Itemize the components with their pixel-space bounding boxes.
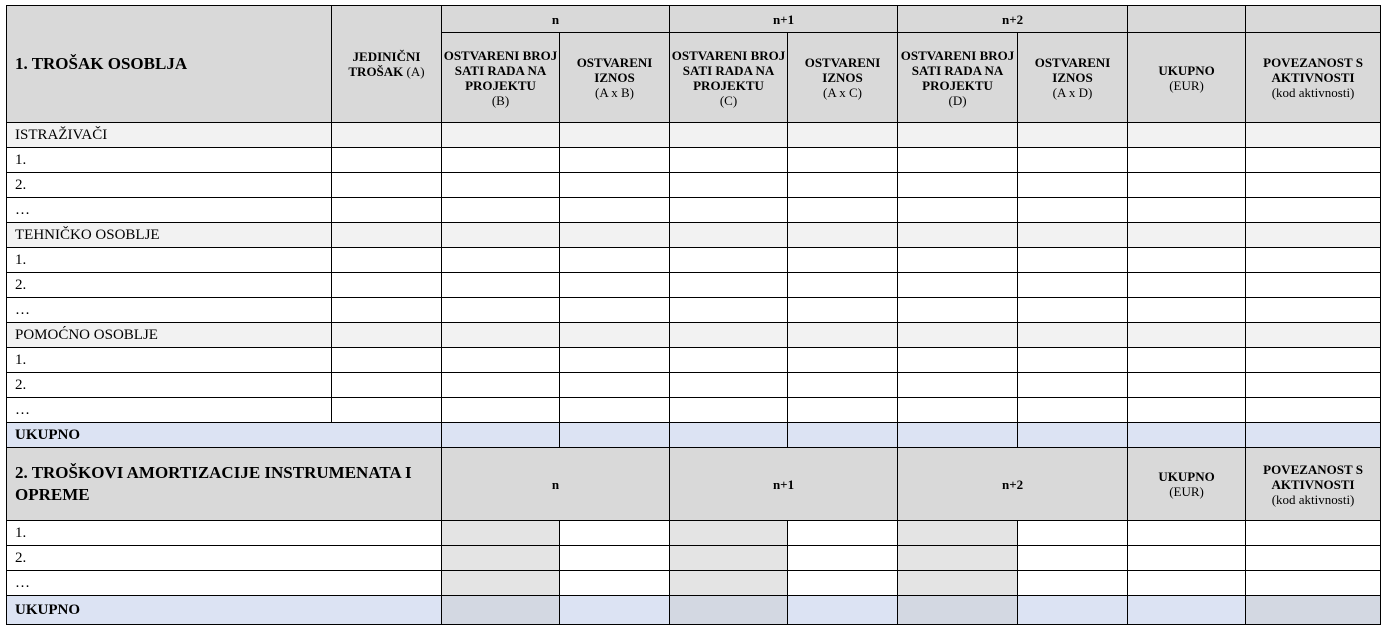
table-cell[interactable] xyxy=(1128,571,1246,596)
table-cell[interactable] xyxy=(788,148,898,173)
table-cell[interactable] xyxy=(1128,323,1246,348)
table-cell[interactable] xyxy=(1246,198,1381,223)
row-number: … xyxy=(15,401,30,418)
table-row xyxy=(7,148,1381,173)
total-cell[interactable] xyxy=(898,423,1018,448)
table-cell[interactable] xyxy=(560,173,670,198)
table-cell[interactable] xyxy=(332,273,442,298)
table-row xyxy=(7,373,1381,398)
hours-label: OSTVARENI BROJ SATI RADA NA PROJEKTU xyxy=(671,47,786,93)
table-cell[interactable] xyxy=(1246,398,1381,423)
table-cell[interactable] xyxy=(788,521,898,546)
table-cell[interactable] xyxy=(670,223,788,248)
blank-header-cell xyxy=(1128,6,1246,33)
shaded-cell xyxy=(442,596,560,625)
table-row xyxy=(7,273,1381,298)
unit-cost-code: (A) xyxy=(403,64,425,79)
amount-header xyxy=(788,33,898,123)
table-cell[interactable] xyxy=(442,323,560,348)
table-cell[interactable] xyxy=(1128,198,1246,223)
year-label: n xyxy=(551,11,560,27)
year-header-0 xyxy=(442,6,670,33)
category-name: POMOĆNO OSOBLJE xyxy=(15,326,158,343)
table-row xyxy=(7,223,1381,248)
table-cell[interactable] xyxy=(670,348,788,373)
table-cell[interactable] xyxy=(1246,323,1381,348)
total-header-label: UKUPNO xyxy=(1158,469,1215,484)
shaded-cell xyxy=(442,521,560,546)
link-header-label: POVEZANOST S AKTIVNOSTI xyxy=(1263,55,1363,85)
table-cell[interactable] xyxy=(788,123,898,148)
table-cell[interactable] xyxy=(1246,298,1381,323)
hours-header xyxy=(898,33,1018,123)
table-cell[interactable] xyxy=(670,398,788,423)
hours-header xyxy=(670,33,788,123)
table-cell[interactable] xyxy=(788,198,898,223)
row-label xyxy=(7,273,332,298)
table-cell[interactable] xyxy=(442,373,560,398)
row-number: … xyxy=(15,301,30,318)
total-header xyxy=(1128,33,1246,123)
table-cell[interactable] xyxy=(1246,348,1381,373)
shaded-cell xyxy=(898,546,1018,571)
table-cell[interactable] xyxy=(560,123,670,148)
table-cell[interactable] xyxy=(788,571,898,596)
row-label xyxy=(7,173,332,198)
section2-title xyxy=(7,448,442,521)
row-number: 2. xyxy=(15,376,27,393)
category-label xyxy=(7,323,332,348)
year-header-1 xyxy=(670,448,898,521)
table-row xyxy=(7,521,1381,546)
table-cell[interactable] xyxy=(332,198,442,223)
table-row xyxy=(7,198,1381,223)
table-cell[interactable] xyxy=(1018,148,1128,173)
total-cell[interactable] xyxy=(442,423,560,448)
row-label xyxy=(7,198,332,223)
row-label xyxy=(7,298,332,323)
table-cell[interactable] xyxy=(332,223,442,248)
table-cell[interactable] xyxy=(560,198,670,223)
table-cell[interactable] xyxy=(560,546,670,571)
year-header-0 xyxy=(442,448,670,521)
section-title: 2. TROŠKOVI AMORTIZACIJE INSTRUMENATA I OPREME xyxy=(15,463,412,504)
category-name: TEHNIČKO OSOBLJE xyxy=(15,226,160,243)
table-cell[interactable] xyxy=(442,173,560,198)
table-cell[interactable] xyxy=(332,348,442,373)
table-cell[interactable] xyxy=(670,123,788,148)
category-name: ISTRAŽIVAČI xyxy=(15,126,108,143)
table-cell[interactable] xyxy=(560,223,670,248)
hours-header xyxy=(442,33,560,123)
table-cell[interactable] xyxy=(898,298,1018,323)
table-cell[interactable] xyxy=(442,273,560,298)
section2-total-label xyxy=(7,596,442,625)
shaded-cell xyxy=(898,596,1018,625)
table-cell[interactable] xyxy=(442,198,560,223)
table-cell[interactable] xyxy=(670,373,788,398)
unit-cost-label: JEDINIČNI TROŠAK xyxy=(348,49,421,79)
table-cell[interactable] xyxy=(670,148,788,173)
table-cell[interactable] xyxy=(1128,521,1246,546)
table-cell[interactable] xyxy=(788,323,898,348)
total-cell[interactable] xyxy=(788,596,898,625)
table-cell[interactable] xyxy=(1018,273,1128,298)
table-cell[interactable] xyxy=(442,123,560,148)
total-header-unit: (EUR) xyxy=(1169,484,1204,499)
table-cell[interactable] xyxy=(1246,521,1381,546)
table-cell[interactable] xyxy=(898,323,1018,348)
total-cell[interactable] xyxy=(1018,596,1128,625)
hours-label: OSTVARENI BROJ SATI RADA NA PROJEKTU xyxy=(900,47,1015,93)
table-cell[interactable] xyxy=(442,348,560,373)
table-row xyxy=(7,546,1381,571)
table-cell[interactable] xyxy=(442,248,560,273)
amount-header xyxy=(1018,33,1128,123)
total-cell[interactable] xyxy=(1018,423,1128,448)
amount-label: OSTVARENI IZNOS xyxy=(576,55,653,85)
row-label xyxy=(7,546,442,571)
row-label xyxy=(7,148,332,173)
table-cell[interactable] xyxy=(442,398,560,423)
table-cell[interactable] xyxy=(1246,373,1381,398)
table-cell[interactable] xyxy=(1128,273,1246,298)
table-cell[interactable] xyxy=(332,398,442,423)
hours-label: OSTVARENI BROJ SATI RADA NA PROJEKTU xyxy=(443,47,558,93)
table-cell[interactable] xyxy=(1018,373,1128,398)
table-cell[interactable] xyxy=(332,173,442,198)
link-header xyxy=(1246,448,1381,521)
shaded-cell xyxy=(670,521,788,546)
table-cell[interactable] xyxy=(788,173,898,198)
table-cell[interactable] xyxy=(788,248,898,273)
amount-code: (A x C) xyxy=(823,85,863,100)
unit-cost-header xyxy=(332,6,442,123)
hours-code: (D) xyxy=(948,92,967,108)
table-cell[interactable] xyxy=(1018,223,1128,248)
table-cell[interactable] xyxy=(788,373,898,398)
table-cell[interactable] xyxy=(1018,173,1128,198)
table-cell[interactable] xyxy=(1128,148,1246,173)
table-cell[interactable] xyxy=(670,323,788,348)
hours-code: (B) xyxy=(491,92,510,108)
row-number: … xyxy=(15,574,30,591)
table-cell[interactable] xyxy=(1018,521,1128,546)
amount-code: (A x B) xyxy=(595,85,634,100)
table-cell[interactable] xyxy=(898,373,1018,398)
table-cell[interactable] xyxy=(898,273,1018,298)
table-cell[interactable] xyxy=(560,298,670,323)
table-cell[interactable] xyxy=(332,148,442,173)
year-header-1 xyxy=(670,6,898,33)
year-header-2 xyxy=(898,6,1128,33)
table-cell[interactable] xyxy=(1246,248,1381,273)
table-cell[interactable] xyxy=(1018,248,1128,273)
row-label xyxy=(7,398,332,423)
blank-header-cell xyxy=(1246,6,1381,33)
hours-code: (C) xyxy=(719,92,738,108)
table-row xyxy=(7,323,1381,348)
table-cell[interactable] xyxy=(332,248,442,273)
table-cell[interactable] xyxy=(1018,323,1128,348)
table-cell[interactable] xyxy=(442,148,560,173)
table-cell[interactable] xyxy=(670,273,788,298)
table-cell[interactable] xyxy=(898,123,1018,148)
row-number: 1. xyxy=(15,524,27,541)
table-cell[interactable] xyxy=(670,248,788,273)
link-header xyxy=(1246,33,1381,123)
table-row xyxy=(7,298,1381,323)
table-cell[interactable] xyxy=(1018,198,1128,223)
year-label: n xyxy=(551,476,560,492)
table-cell[interactable] xyxy=(332,298,442,323)
amount-label: OSTVARENI IZNOS xyxy=(804,55,881,85)
table-cell[interactable] xyxy=(1246,546,1381,571)
table-cell[interactable] xyxy=(1018,571,1128,596)
table-row xyxy=(7,596,1381,625)
table-cell[interactable] xyxy=(1128,348,1246,373)
category-label xyxy=(7,123,332,148)
table-cell[interactable] xyxy=(898,348,1018,373)
section-title: 1. TROŠAK OSOBLJA xyxy=(15,54,188,73)
table-cell[interactable] xyxy=(560,148,670,173)
table-row xyxy=(7,173,1381,198)
table-cell[interactable] xyxy=(1246,173,1381,198)
table-cell[interactable] xyxy=(1128,546,1246,571)
row-number: 2. xyxy=(15,176,27,193)
category-label xyxy=(7,223,332,248)
table-cell[interactable] xyxy=(1246,148,1381,173)
year-label: n+1 xyxy=(772,476,795,492)
table-cell[interactable] xyxy=(1128,248,1246,273)
table-cell[interactable] xyxy=(1246,123,1381,148)
total-cell[interactable] xyxy=(670,423,788,448)
table-cell[interactable] xyxy=(788,273,898,298)
total-header-label: UKUPNO xyxy=(1158,62,1215,78)
table-cell[interactable] xyxy=(788,298,898,323)
year-label: n+2 xyxy=(1001,476,1024,492)
table-cell[interactable] xyxy=(898,398,1018,423)
row-number: 2. xyxy=(15,276,27,293)
total-cell[interactable] xyxy=(1128,596,1246,625)
row-number: 1. xyxy=(15,151,27,168)
table-row xyxy=(7,398,1381,423)
table-cell[interactable] xyxy=(898,198,1018,223)
shaded-cell xyxy=(442,546,560,571)
row-label xyxy=(7,248,332,273)
year-label: n+1 xyxy=(772,11,795,27)
row-number: … xyxy=(15,201,30,218)
total-header-unit: (EUR) xyxy=(1169,77,1204,93)
table-cell[interactable] xyxy=(1018,398,1128,423)
table-cell[interactable] xyxy=(1128,123,1246,148)
section1-title xyxy=(7,6,332,123)
table-cell[interactable] xyxy=(560,373,670,398)
shaded-cell xyxy=(898,571,1018,596)
year-header-2 xyxy=(898,448,1128,521)
amount-code: (A x D) xyxy=(1052,85,1093,100)
total-cell[interactable] xyxy=(1246,423,1381,448)
table-cell[interactable] xyxy=(332,373,442,398)
total-cell[interactable] xyxy=(788,423,898,448)
shaded-cell xyxy=(442,571,560,596)
table-cell[interactable] xyxy=(670,173,788,198)
table-cell[interactable] xyxy=(1018,298,1128,323)
table-cell[interactable] xyxy=(1128,223,1246,248)
table-cell[interactable] xyxy=(560,273,670,298)
total-cell[interactable] xyxy=(1128,423,1246,448)
table-cell[interactable] xyxy=(1246,571,1381,596)
table-row xyxy=(7,423,1381,448)
table-cell[interactable] xyxy=(898,173,1018,198)
row-label xyxy=(7,571,442,596)
shaded-cell xyxy=(670,571,788,596)
amount-label: OSTVARENI IZNOS xyxy=(1034,55,1111,85)
table-cell[interactable] xyxy=(442,298,560,323)
year-label: n+2 xyxy=(1001,11,1024,27)
row-number: 1. xyxy=(15,351,27,368)
link-header-sub: (kod aktivnosti) xyxy=(1271,491,1355,507)
table-cell[interactable] xyxy=(898,223,1018,248)
table-cell[interactable] xyxy=(332,123,442,148)
row-label xyxy=(7,521,442,546)
table-cell[interactable] xyxy=(1018,348,1128,373)
table-cell[interactable] xyxy=(670,198,788,223)
table-cell[interactable] xyxy=(1018,546,1128,571)
table-cell[interactable] xyxy=(788,398,898,423)
table-cell[interactable] xyxy=(560,348,670,373)
table-cell[interactable] xyxy=(560,248,670,273)
table-cell[interactable] xyxy=(1128,398,1246,423)
row-number: 1. xyxy=(15,251,27,268)
shaded-cell xyxy=(670,596,788,625)
table-cell[interactable] xyxy=(1128,173,1246,198)
total-cell[interactable] xyxy=(560,596,670,625)
table-row xyxy=(7,448,1381,521)
cost-table xyxy=(6,5,1381,625)
table-cell[interactable] xyxy=(560,521,670,546)
table-cell[interactable] xyxy=(670,298,788,323)
total-label: UKUPNO xyxy=(15,426,80,443)
link-header-sub: (kod aktivnosti) xyxy=(1271,85,1355,100)
total-cell[interactable] xyxy=(560,423,670,448)
table-cell[interactable] xyxy=(1246,273,1381,298)
table-row xyxy=(7,123,1381,148)
table-cell[interactable] xyxy=(1128,373,1246,398)
row-label xyxy=(7,348,332,373)
link-header-label: POVEZANOST S AKTIVNOSTI xyxy=(1263,461,1363,492)
table-row xyxy=(7,348,1381,373)
table-cell[interactable] xyxy=(560,571,670,596)
amount-header xyxy=(560,33,670,123)
table-cell[interactable] xyxy=(898,248,1018,273)
section1-total-label xyxy=(7,423,442,448)
table-cell[interactable] xyxy=(560,323,670,348)
shaded-cell xyxy=(1246,596,1381,625)
total-header xyxy=(1128,448,1246,521)
row-number: 2. xyxy=(15,549,27,566)
table-row xyxy=(7,6,1381,33)
table-cell[interactable] xyxy=(788,348,898,373)
shaded-cell xyxy=(898,521,1018,546)
table-row xyxy=(7,571,1381,596)
total-label: UKUPNO xyxy=(15,601,80,618)
table-cell[interactable] xyxy=(442,223,560,248)
table-cell[interactable] xyxy=(1128,298,1246,323)
table-row xyxy=(7,248,1381,273)
table-cell[interactable] xyxy=(1018,123,1128,148)
table-cell[interactable] xyxy=(788,546,898,571)
table-cell[interactable] xyxy=(788,223,898,248)
table-cell[interactable] xyxy=(1246,223,1381,248)
table-cell[interactable] xyxy=(898,148,1018,173)
row-label xyxy=(7,373,332,398)
table-cell[interactable] xyxy=(560,398,670,423)
table-cell[interactable] xyxy=(332,323,442,348)
shaded-cell xyxy=(670,546,788,571)
